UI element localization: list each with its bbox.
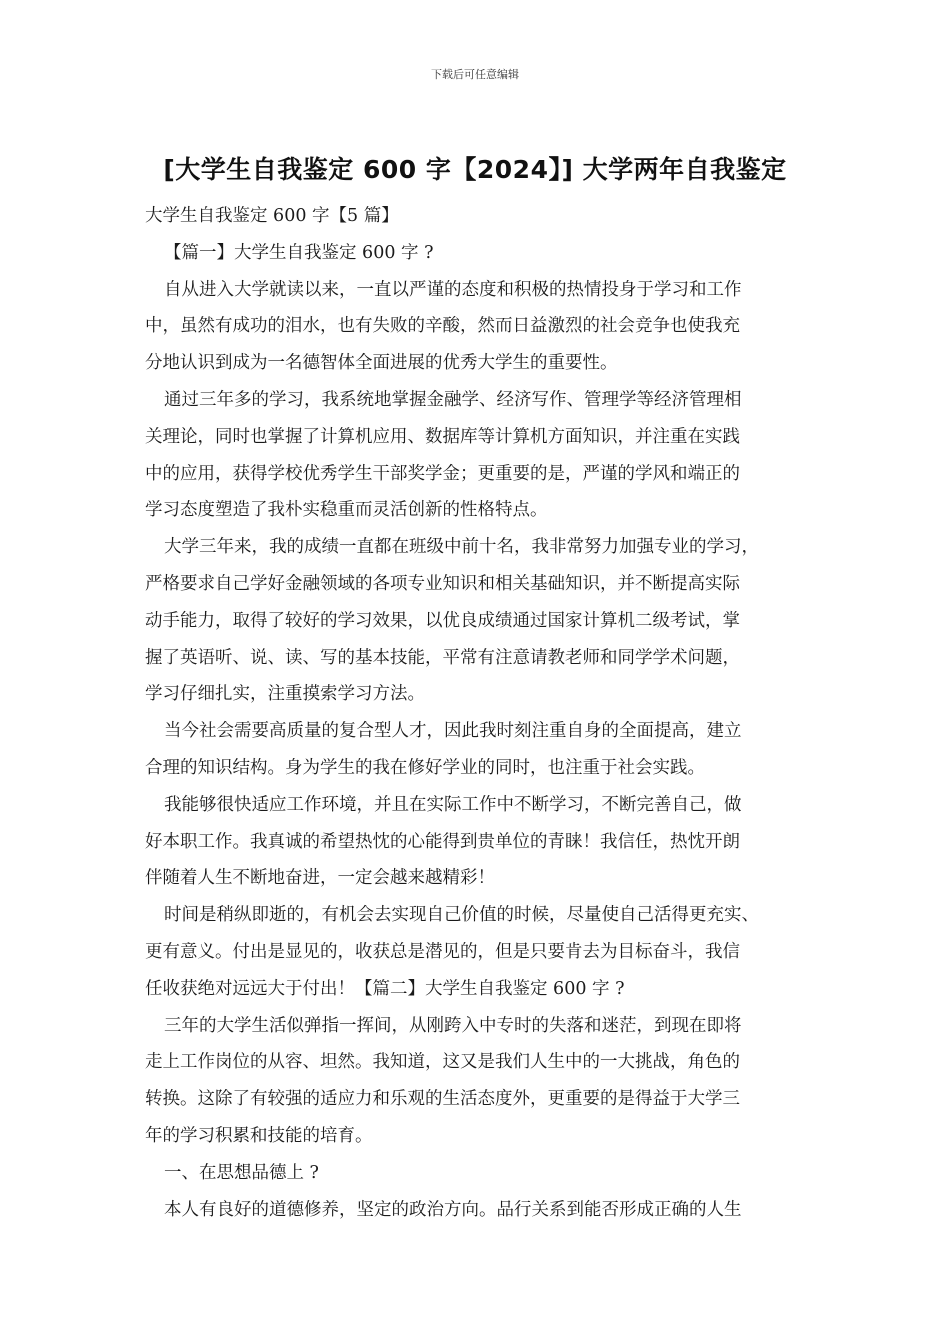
text-line: 年的学习积累和技能的培育。 <box>145 1125 373 1146</box>
text-line: 更有意义。付出是显见的，收获总是潜见的，但是只要肯去为目标奋斗，我信 <box>145 941 740 962</box>
text-line: 时间是稍纵即逝的，有机会去实现自己价值的时候，尽量使自己活得更充实、 <box>164 905 759 926</box>
text-line: 严格要求自己学好金融领域的各项专业知识和相关基础知识，并不断提高实际 <box>145 573 740 594</box>
text-line: 握了英语听、说、读、写的基本技能，平常有注意请教老师和同学学术问题， <box>145 647 740 668</box>
text-line: 三年的大学生活似弹指一挥间，从刚跨入中专时的失落和迷茫，到现在即将 <box>164 1015 742 1036</box>
header-note: 下载后可任意编辑 <box>431 68 519 81</box>
text-line: 大学三年来，我的成绩一直都在班级中前十名，我非常努力加强专业的学习， <box>164 537 759 558</box>
text-line: 分地认识到成为一名德智体全面进展的优秀大学生的重要性。 <box>145 353 618 374</box>
text-line: 本人有良好的道德修养，坚定的政治方向。品行关系到能否形成正确的人生 <box>164 1199 742 1220</box>
text-line: 通过三年多的学习，我系统地掌握金融学、经济写作、管理学等经济管理相 <box>164 389 742 410</box>
text-line: 中，虽然有成功的泪水，也有失败的辛酸，然而日益激烈的社会竞争也使我充 <box>145 316 740 337</box>
text-line: 走上工作岗位的从容、坦然。我知道，这又是我们人生中的一大挑战，角色的 <box>145 1052 740 1073</box>
text-line: 伴随着人生不断地奋进，一定会越来越精彩！ <box>145 868 495 889</box>
text-line: 任收获绝对远远大于付出！【篇二】大学生自我鉴定 600 字 ? <box>145 978 625 999</box>
text-line: 学习仔细扎实，注重摸索学习方法。 <box>145 684 425 705</box>
text-line: 中的应用，获得学校优秀学生干部奖学金；更重要的是，严谨的学风和端正的 <box>145 463 740 484</box>
document-body <box>145 198 825 1228</box>
text-line: 合理的知识结构。身为学生的我在修好学业的同时，也注重于社会实践。 <box>145 757 705 778</box>
text-line: 我能够很快适应工作环境，并且在实际工作中不断学习，不断完善自己，做 <box>164 794 742 815</box>
text-line: 自从进入大学就读以来，一直以严谨的态度和积极的热情投身于学习和工作 <box>164 279 742 300</box>
text-line: 一、在思想品德上 ? <box>164 1162 319 1183</box>
text-line: 动手能力，取得了较好的学习效果，以优良成绩通过国家计算机二级考试，掌 <box>145 610 740 631</box>
text-line: 学习态度塑造了我朴实稳重而灵活创新的性格特点。 <box>145 500 548 521</box>
text-line: 转换。这除了有较强的适应力和乐观的生活态度外，更重要的是得益于大学三 <box>145 1089 740 1110</box>
text-line: 好本职工作。我真诚的希望热忱的心能得到贵单位的青睐！我信任，热忱开朗 <box>145 831 740 852</box>
text-line: 大学生自我鉴定 600 字【5 篇】 <box>145 206 399 226</box>
text-line: 当今社会需要高质量的复合型人才，因此我时刻注重自身的全面提高，建立 <box>164 721 742 742</box>
text-line: 【篇一】大学生自我鉴定 600 字 ? <box>164 242 434 263</box>
text-line: 关理论，同时也掌握了计算机应用、数据库等计算机方面知识，并注重在实践 <box>145 426 740 447</box>
document-title: [大学生自我鉴定 600 字【2024】] 大学两年自我鉴定 <box>163 155 787 184</box>
